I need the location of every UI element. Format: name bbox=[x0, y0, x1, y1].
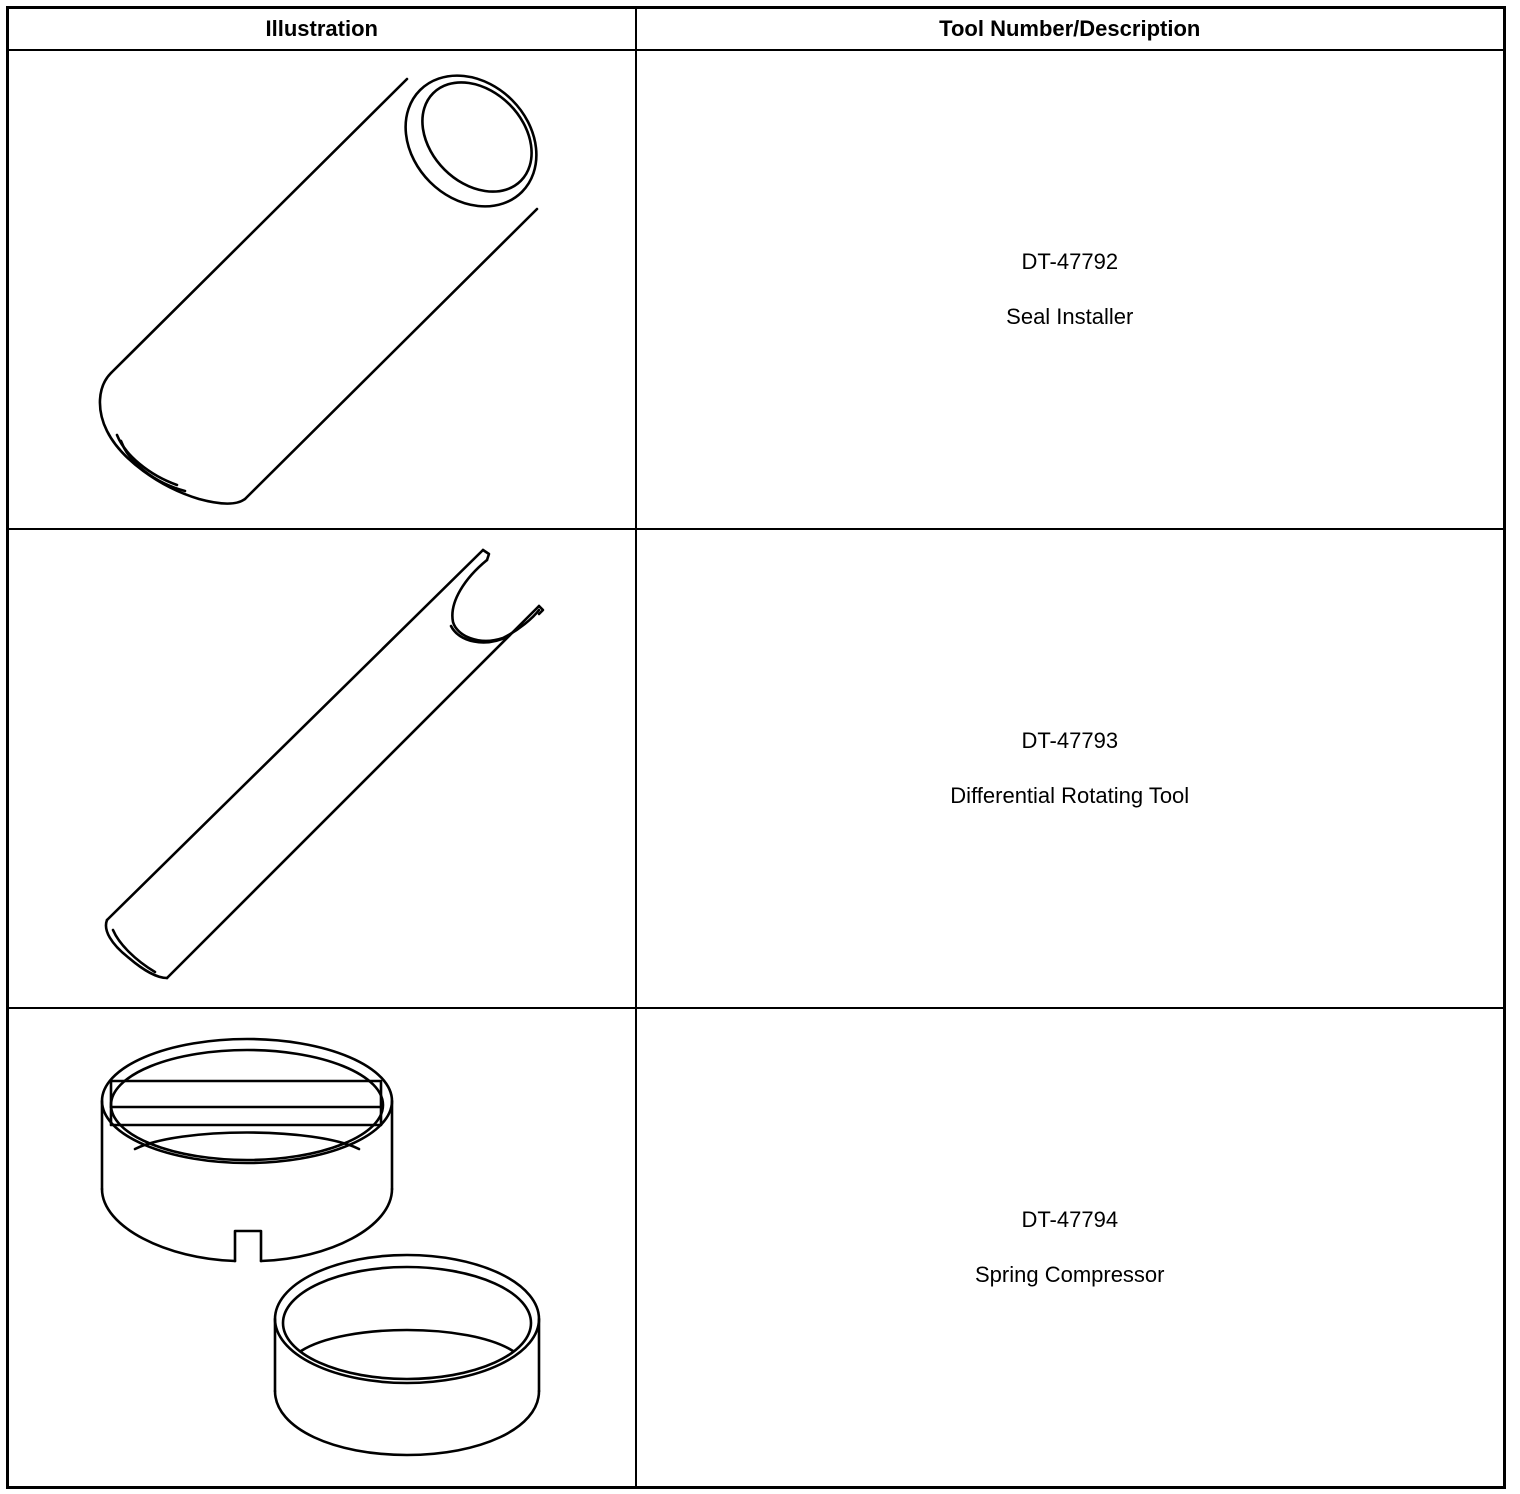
tool-description-header: Tool Number/Description bbox=[636, 8, 1505, 51]
tool-cell bbox=[636, 50, 1505, 529]
illustration-cell bbox=[8, 529, 636, 1008]
illustration-cell bbox=[8, 50, 636, 529]
tool-cell bbox=[636, 1008, 1505, 1488]
tool-description: Seal Installer bbox=[1006, 304, 1134, 329]
tool-description: Differential Rotating Tool bbox=[950, 783, 1190, 808]
tool-cell bbox=[636, 529, 1505, 1008]
table-row bbox=[8, 1008, 1505, 1488]
illustration-cell bbox=[8, 1008, 636, 1488]
illustration-header: Illustration bbox=[8, 8, 636, 51]
tool-number: DT-47794 bbox=[1021, 1207, 1119, 1232]
header-row bbox=[8, 8, 1505, 51]
tool-table bbox=[6, 6, 1506, 1489]
table-row bbox=[8, 529, 1505, 1008]
tool-number: DT-47792 bbox=[1021, 249, 1119, 274]
spring-compressor-illustration bbox=[9, 1009, 635, 1486]
table-row bbox=[8, 50, 1505, 529]
tool-description: Spring Compressor bbox=[974, 1262, 1165, 1287]
tool-number: DT-47793 bbox=[1021, 728, 1119, 753]
differential-rotating-tool-illustration bbox=[9, 530, 635, 1007]
seal-installer-illustration bbox=[9, 51, 635, 528]
